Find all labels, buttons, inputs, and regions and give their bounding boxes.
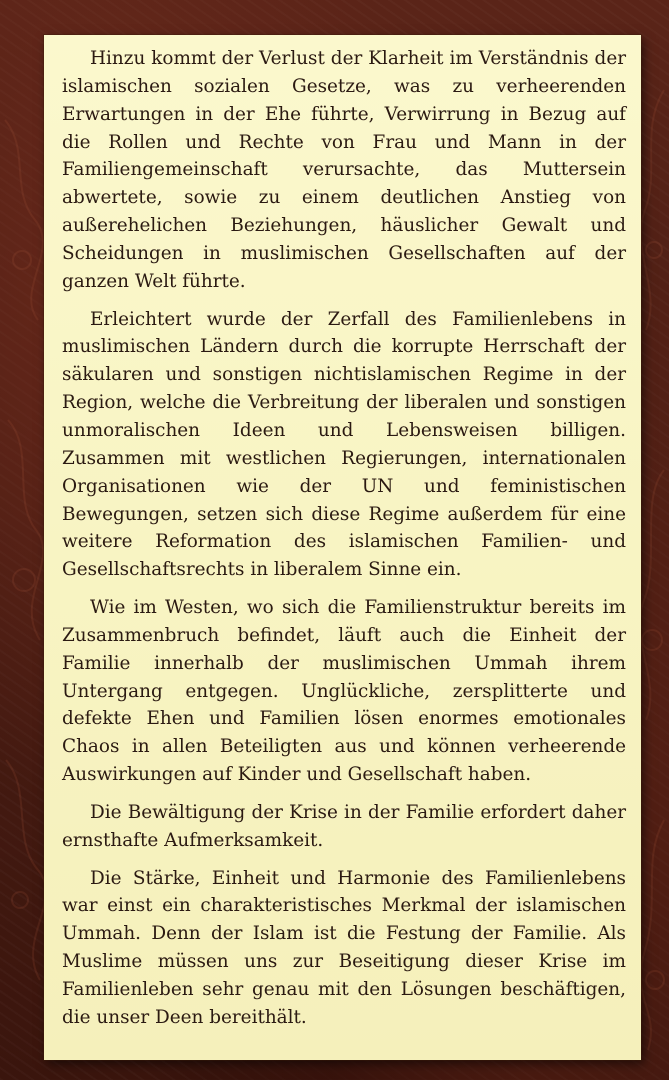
paragraph-3: Wie im Westen, wo sich die Familienstruktur bereits im Zusammenbruch befindet, läuft auch die Einheit der Familie innerhalb der muslimischen Ummah ihrem Untergang entgegen. Unglückliche, zersplitterte und defekte Ehen und Familien lösen enormes emotionales Chaos in allen Beteiligten aus und können verheerende Auswirkungen auf Kinder und Gesellschaft haben. [62, 597, 626, 786]
text-page [44, 35, 641, 1060]
paragraph-1: Hinzu kommt der Verlust der Klarheit im Verständnis der islamischen sozialen Gesetze, was zu verheerenden Erwartungen in der Ehe führte, Verwirrung in Bezug auf die Rollen und Rechte von Frau und Mann in der Familiengemeinschaft verursachte, das Muttersein abwertete, sowie zu einem deutlichen Anstieg von außerehelichen Beziehungen, häuslicher Gewalt und Scheidungen in muslimischen Gesellschaften auf der ganzen Welt führte. [62, 48, 626, 292]
paragraph-5: Die Stärke, Einheit und Harmonie des Familienlebens war einst ein charakteristisches Merkmal der islamischen Ummah. Denn der Islam ist die Festung der Familie. Als Muslime müssen uns zur Beseitigung dieser Krise im Familienleben sehr genau mit den Lösungen beschäftigen, die unser Deen bereithält. [62, 867, 626, 1028]
paragraph-2: Erleichtert wurde der Zerfall des Familienlebens in muslimischen Ländern durch die korrupte Herrschaft der säkularen und sonstigen nichtislamischen Regime in der Region, welche die Verbreitung der liberalen und sonstigen unmoralischen Ideen und Lebensweisen billigen. Zusammen mit westlichen Regierungen, internationalen Organisationen wie der UN und feministischen Bewegungen, setzen sich diese Regime außerdem für eine weitere Reformation des islamischen Familien- und Gesellschaftsrechts in liberalem Sinne ein. [62, 308, 626, 581]
paragraph-4: Die Bewältigung der Krise in der Familie erfordert daher ernsthafte Aufmerksamkeit. [62, 801, 626, 851]
